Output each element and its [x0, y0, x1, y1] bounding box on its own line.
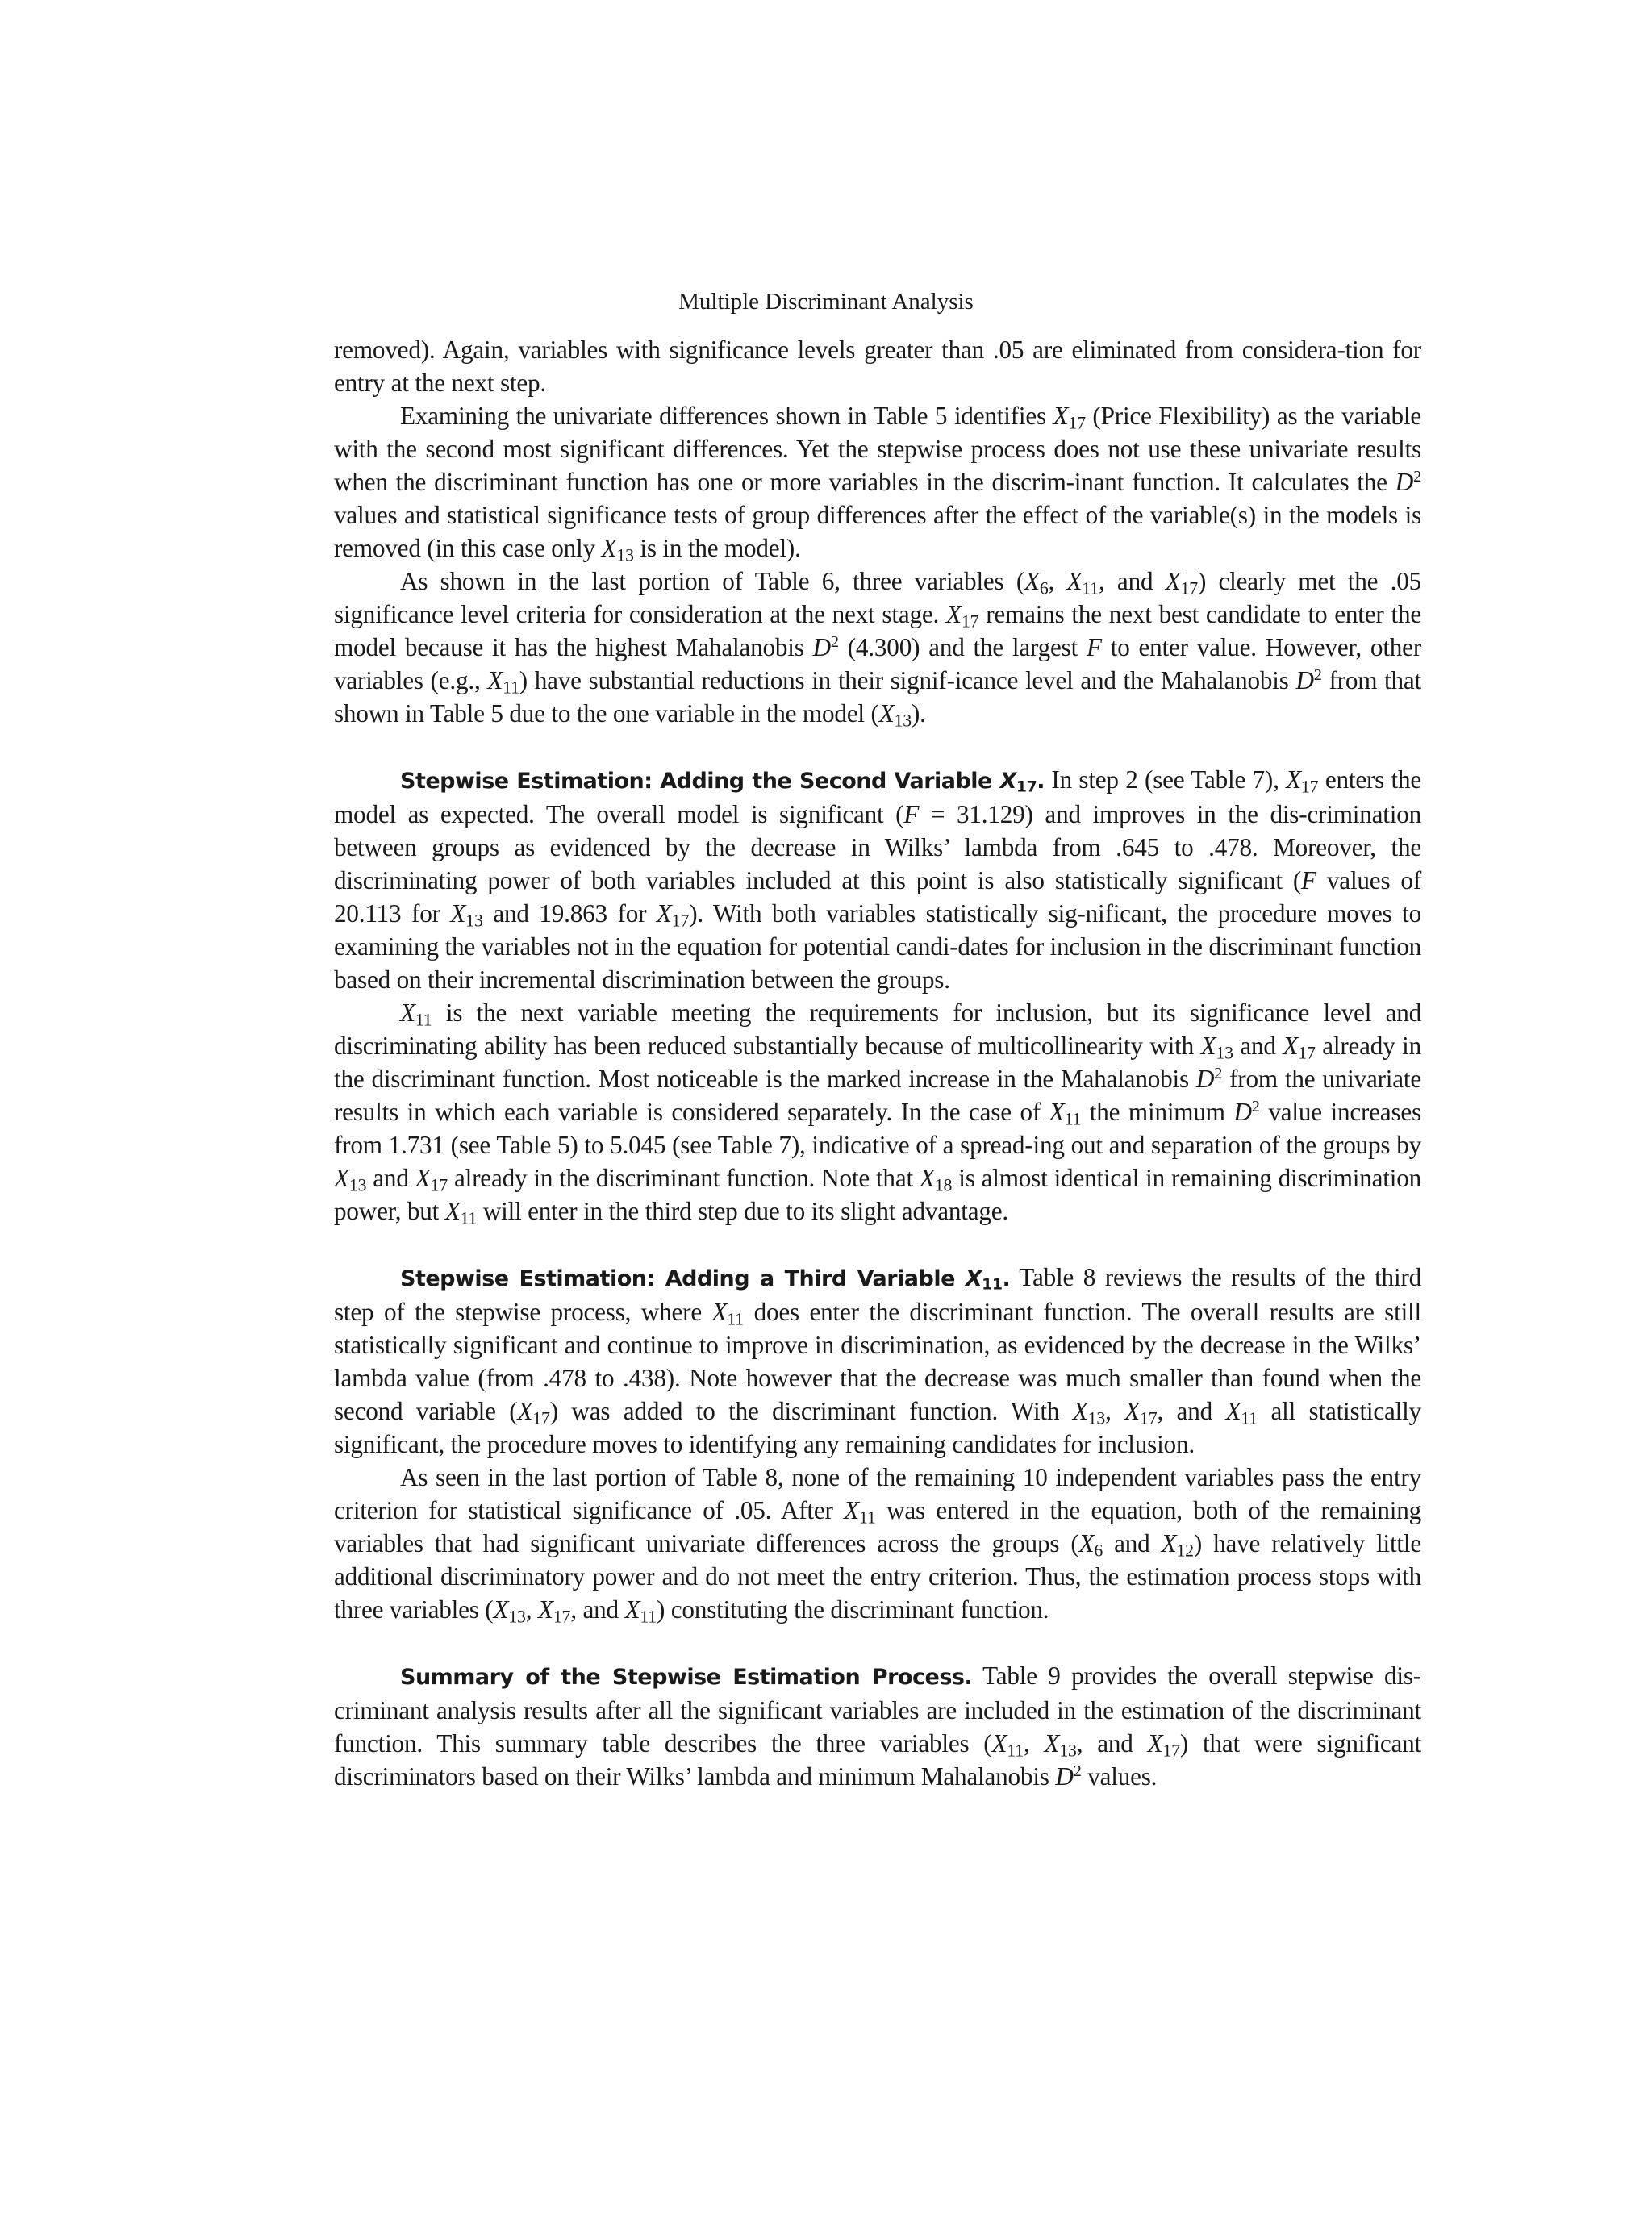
text-run: ,	[1048, 567, 1067, 595]
text-run: to enter value. However, other variables (e.g.,	[334, 633, 1422, 694]
variable-symbol: X	[1072, 1397, 1088, 1425]
text-run: was entered in the equation, both of the remaining variables that had significant univariate differences across the groups (	[334, 1496, 1421, 1557]
variable-subscript: 11	[859, 1507, 876, 1528]
text-run: , and	[1157, 1397, 1226, 1425]
variable-symbol: X	[878, 699, 895, 728]
variable-subscript: 13	[616, 545, 634, 565]
variable-subscript: 12	[1176, 1541, 1194, 1561]
variable-subscript: 11	[1064, 1109, 1082, 1129]
paragraph	[334, 399, 1421, 565]
variable-symbol: X	[656, 899, 672, 928]
text-run: ) have substantial reductions in their signif-icance level and the Mahalanobis	[519, 666, 1296, 694]
variable-superscript: 2	[1251, 1097, 1260, 1115]
variable-symbol: X	[1124, 1397, 1141, 1425]
variable-subscript: 11	[1082, 578, 1099, 598]
math-variable	[1295, 666, 1321, 694]
variable-symbol: X	[1147, 1729, 1163, 1758]
text-run: and	[366, 1164, 415, 1192]
variable-symbol: X	[1165, 567, 1181, 595]
math-variable	[844, 1496, 876, 1528]
variable-subscript: 13	[465, 911, 483, 931]
math-variable	[1395, 468, 1421, 496]
math-variable	[1024, 567, 1049, 598]
variable-subscript: 17	[1140, 1408, 1158, 1428]
variable-subscript: 17	[1068, 413, 1086, 433]
text-run: ) have relatively little additional discriminatory power and do not meet the entry criterion. Thus, the estimation process stops with three variables (	[334, 1529, 1422, 1624]
variable-subscript: 13	[894, 711, 912, 731]
text-run: and	[1103, 1529, 1162, 1557]
variable-symbol: X	[1225, 1397, 1241, 1425]
variable-symbol: D	[1055, 1762, 1074, 1791]
math-variable	[601, 534, 634, 565]
math-variable	[334, 1164, 367, 1195]
variable-subscript: 6	[1094, 1541, 1103, 1561]
math-variable	[1200, 1032, 1233, 1063]
variable-symbol: X	[537, 1595, 553, 1624]
text-run: from that shown in Table 5 due to the one variable in the model (	[334, 666, 1422, 728]
variable-symbol: X	[400, 999, 415, 1027]
math-variable	[1165, 567, 1198, 598]
variable-subscript: 17	[1180, 578, 1198, 598]
text-run: the minimum	[1081, 1098, 1234, 1126]
section-paragraph-second-variable	[334, 763, 1421, 996]
variable-subscript: 17	[1162, 1741, 1180, 1761]
text-run: ,	[1023, 1729, 1045, 1758]
paragraph	[334, 333, 1421, 399]
variable-symbol: X	[919, 1164, 935, 1192]
text-run: ) clearly met the .05 significance level criteria for consideration at the next stage.	[334, 567, 1421, 628]
variable-symbol: X	[334, 1164, 349, 1192]
variable-symbol: F	[1301, 866, 1316, 894]
variable-symbol: X	[1044, 1729, 1060, 1758]
text-run: ,	[1105, 1397, 1125, 1425]
math-variable	[878, 699, 912, 731]
text-run: will enter in the third step due to its slight advantage.	[477, 1197, 1009, 1225]
text-run: (Price Flexibility) as the variable with the second most significant differences. Yet the stepwise process does not use these univariate results when the discriminant function has one or more variables in the discrim-inant function. It calculates the	[334, 402, 1421, 496]
text-run: ).	[911, 699, 926, 728]
text-run: ) that were significant discriminators based on their Wilks’ lambda and minimum Mahalanobis	[334, 1729, 1421, 1791]
variable-subscript: 11	[1007, 1741, 1024, 1761]
variable-subscript: 13	[508, 1607, 526, 1627]
variable-symbol: D	[1195, 1065, 1215, 1093]
variable-symbol: X	[450, 899, 466, 928]
variable-subscript: 11	[503, 678, 519, 698]
variable-symbol: X	[517, 1397, 533, 1425]
text-run: As shown in the last portion of Table 6, three variables (	[400, 567, 1024, 595]
text-run: ,	[525, 1595, 538, 1624]
variable-subscript: 17	[1300, 777, 1319, 797]
section-heading	[400, 1665, 972, 1690]
math-variable	[1078, 1529, 1103, 1561]
math-variable	[1049, 1098, 1082, 1129]
variable-subscript: 17	[1298, 1043, 1316, 1063]
text-run: remains the next best candidate to enter the model because it has the highest Mahalanobis	[334, 600, 1421, 661]
variable-symbol: X	[1161, 1529, 1177, 1557]
text-run: Table 9 provides the overall stepwise dis-criminant analysis results after all the significant variables are included in the estimation of the discriminant function. This summary table describes the three variables (	[334, 1662, 1421, 1758]
variable-subscript: 11	[460, 1208, 478, 1228]
text-run: is almost identical in remaining discrimination power, but	[334, 1164, 1422, 1225]
text-run: values.	[1081, 1762, 1158, 1791]
math-variable	[946, 600, 979, 632]
section-heading-text: Stepwise Estimation: Adding a Third Variable	[400, 1266, 966, 1291]
text-run: and	[1233, 1032, 1283, 1060]
variable-subscript: 6	[1039, 578, 1049, 598]
math-variable	[400, 999, 432, 1030]
variable-subscript: 17	[961, 611, 979, 632]
math-variable	[537, 1595, 571, 1627]
variable-symbol: X	[999, 769, 1016, 794]
running-header: Multiple Discriminant Analysis	[678, 289, 974, 315]
math-variable	[813, 633, 839, 661]
math-variable	[711, 1298, 745, 1329]
variable-symbol: X	[1078, 1529, 1095, 1557]
variable-symbol: X	[624, 1595, 640, 1624]
variable-symbol: X	[1053, 402, 1069, 430]
variable-subscript: 11	[640, 1607, 657, 1627]
variable-symbol: X	[1049, 1098, 1065, 1126]
variable-superscript: 2	[1214, 1064, 1223, 1082]
variable-superscript: 2	[830, 632, 839, 651]
section-paragraph-summary	[334, 1659, 1421, 1793]
math-variable	[493, 1595, 526, 1627]
variable-symbol: X	[844, 1496, 860, 1524]
math-variable	[517, 1397, 550, 1428]
math-variable	[903, 800, 919, 828]
variable-symbol: D	[1295, 666, 1314, 694]
math-variable	[1161, 1529, 1194, 1561]
math-variable	[415, 1164, 448, 1195]
math-variable	[450, 899, 483, 931]
text-run: from the univariate results in which each variable is considered separately. In the case of	[334, 1065, 1421, 1126]
variable-superscript: 2	[1073, 1762, 1082, 1780]
text-run: ). With both variables statistically sig-nificant, the procedure moves to examining the variables not in the equation for potential candi-dates for inclusion in the discriminant function based on their incremental discrimination between the groups.	[334, 899, 1422, 994]
text-run: does enter the discriminant function. The overall results are still statistically significant and continue to improve in discrimination, as evidenced by the decrease in the Wilks’ lambda value (from .478 to .438). Note however that the decrease was much smaller than found when the second variable (	[334, 1298, 1421, 1425]
text-run: values and statistical significance tests of group differences after the effect of the variable(s) in the models is removed (in this case only	[334, 501, 1421, 562]
variable-symbol: X	[601, 534, 617, 562]
section-paragraph-third-variable	[334, 1261, 1421, 1461]
math-variable	[1044, 1729, 1077, 1761]
text-run: , and	[1099, 567, 1166, 595]
heading-end: .	[1037, 769, 1045, 794]
variable-symbol: X	[1283, 1032, 1299, 1060]
text-run: and 19.863 for	[482, 899, 657, 928]
variable-superscript: 2	[1413, 467, 1421, 486]
variable-symbol: X	[444, 1197, 461, 1225]
variable-subscript: 17	[671, 911, 690, 931]
text-run: is the next variable meeting the requirements for inclusion, but its significance level and discriminating ability has been reduced substantially because of multicollinearity with	[334, 999, 1421, 1060]
text-run: (4.300) and the largest	[838, 633, 1087, 661]
variable-subscript: 17	[1016, 778, 1037, 796]
math-variable	[1087, 633, 1102, 661]
text-run: Examining the univariate differences shown in Table 5 identifies	[400, 402, 1053, 430]
variable-symbol: F	[903, 800, 920, 828]
text-run: all statistically significant, the procedure moves to identifying any remaining candidates for inclusion.	[334, 1397, 1421, 1458]
heading-variable	[1000, 769, 1037, 794]
math-variable	[1233, 1098, 1259, 1126]
paragraph	[334, 565, 1421, 730]
math-variable	[1124, 1397, 1158, 1428]
text-run: already in the discriminant function. Most noticeable is the marked increase in the Mahalanobis	[334, 1032, 1421, 1093]
text-run: already in the discriminant function. Note that	[448, 1164, 920, 1192]
variable-symbol: F	[1086, 633, 1102, 661]
variable-subscript: 17	[532, 1408, 550, 1428]
math-variable	[487, 666, 519, 698]
variable-subscript: 13	[1087, 1408, 1106, 1428]
variable-symbol: X	[487, 666, 503, 694]
variable-symbol: X	[946, 600, 962, 628]
text-run: ) constituting the discriminant function.	[657, 1595, 1049, 1624]
variable-symbol: X	[1286, 765, 1301, 794]
text-run: value increases from 1.731 (see Table 5) to 5.045 (see Table 7), indicative of a spread-ing out and separation of the groups by	[334, 1098, 1421, 1159]
variable-subscript: 11	[982, 1275, 1003, 1294]
math-variable	[656, 899, 690, 931]
section-heading	[400, 1266, 1011, 1294]
variable-superscript: 2	[1313, 665, 1322, 684]
text-run: , and	[1076, 1729, 1148, 1758]
math-variable	[624, 1595, 657, 1627]
variable-symbol: D	[1395, 468, 1414, 496]
math-variable	[1301, 866, 1316, 894]
variable-subscript: 11	[727, 1309, 745, 1329]
variable-subscript: 13	[1216, 1043, 1233, 1063]
variable-symbol: D	[812, 633, 831, 661]
text-run: removed). Again, variables with significance levels greater than .05 are eliminated from considera-tion for entry at the next step.	[334, 336, 1421, 397]
variable-subscript: 11	[415, 1010, 432, 1030]
text-run: In step 2 (see Table 7),	[1044, 765, 1287, 794]
math-variable	[1196, 1065, 1222, 1093]
variable-subscript: 13	[1059, 1741, 1077, 1761]
variable-symbol: X	[1200, 1032, 1216, 1060]
variable-symbol: X	[965, 1266, 982, 1291]
variable-subscript: 17	[553, 1607, 571, 1627]
math-variable	[991, 1729, 1024, 1761]
text-run: Table 8 reviews the results of the third step of the stepwise process, where	[334, 1263, 1421, 1326]
text-run: ) was added to the discriminant function. With	[549, 1397, 1073, 1425]
math-variable	[1147, 1729, 1180, 1761]
text-run: As seen in the last portion of Table 8, none of the remaining 10 independent variables pass the entry criterion for statistical significance of .05. After	[334, 1463, 1421, 1524]
page-body	[334, 333, 1421, 1793]
text-run: enters the model as expected. The overall model is significant (	[334, 765, 1421, 828]
section-heading-text: Stepwise Estimation: Adding the Second Variable	[400, 769, 1000, 794]
variable-symbol: X	[1024, 567, 1040, 595]
variable-symbol: X	[711, 1298, 728, 1326]
math-variable	[444, 1197, 478, 1228]
variable-subscript: 17	[430, 1175, 448, 1195]
math-variable	[1055, 1762, 1081, 1791]
paragraph	[334, 1461, 1421, 1626]
math-variable	[1286, 765, 1319, 797]
heading-end: .	[1002, 1266, 1011, 1291]
paragraph	[334, 996, 1421, 1228]
variable-subscript: 11	[1241, 1408, 1258, 1428]
math-variable	[1072, 1397, 1106, 1428]
variable-symbol: X	[493, 1595, 509, 1624]
math-variable	[919, 1164, 953, 1195]
text-run: is in the model).	[633, 534, 801, 562]
text-run: = 31.129) and improves in the dis-crimination between groups as evidenced by the decrease in Wilks’ lambda from .645 to .478. Moreover, the discriminating power of both variables included at this point is also statistically significant (	[334, 800, 1421, 894]
variable-symbol: D	[1233, 1098, 1252, 1126]
variable-subscript: 13	[348, 1175, 367, 1195]
math-variable	[1053, 402, 1086, 433]
section-heading-text: Summary of the Stepwise Estimation Process.	[400, 1665, 973, 1690]
math-variable	[1066, 567, 1099, 598]
text-run: , and	[570, 1595, 625, 1624]
heading-variable	[965, 1266, 1003, 1294]
math-variable	[1225, 1397, 1258, 1428]
section-heading	[400, 769, 1045, 794]
text-run: values of 20.113 for	[334, 866, 1422, 928]
variable-symbol: X	[415, 1164, 431, 1192]
variable-symbol: X	[1066, 567, 1083, 595]
variable-symbol: X	[991, 1729, 1007, 1758]
variable-subscript: 18	[934, 1175, 953, 1195]
math-variable	[1283, 1032, 1316, 1063]
